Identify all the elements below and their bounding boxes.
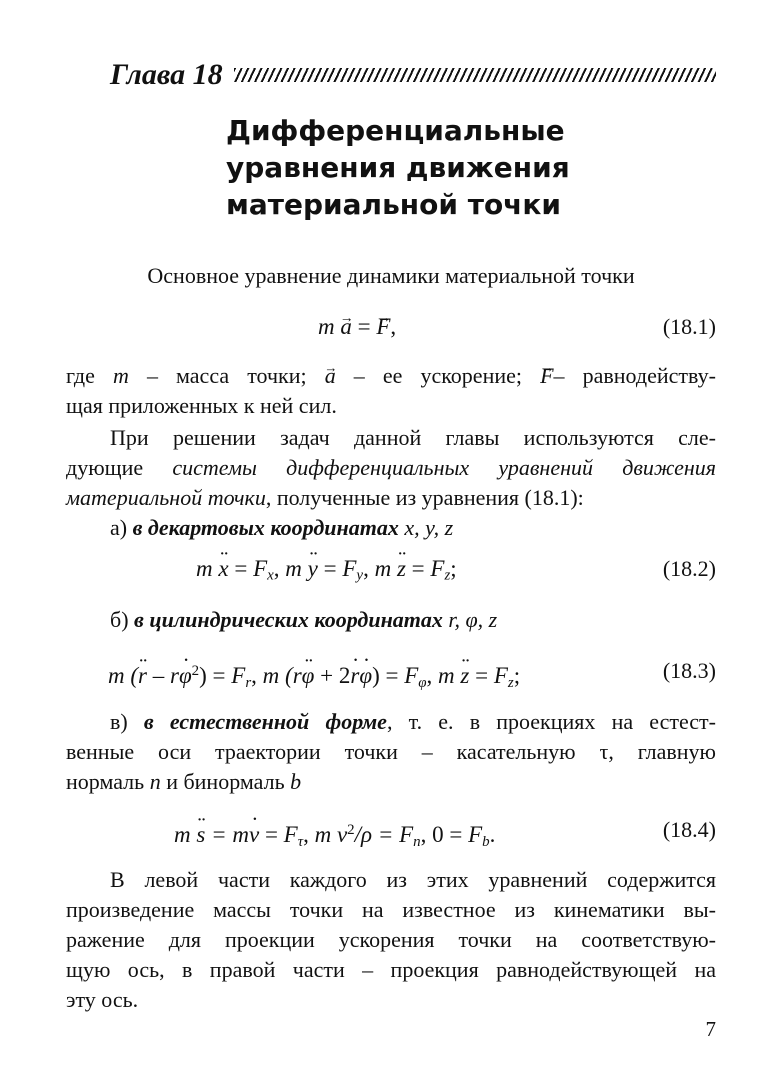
title-line: материальной точки [226, 188, 562, 221]
page-number: 7 [705, 1017, 716, 1041]
intro-text: Основное уравнение динамики материальной точки [147, 263, 635, 288]
where-line-2: щая приложенных к ней сил. [66, 393, 337, 418]
equation-18-1: m → a = → F, [318, 312, 396, 342]
equation-number: (18.3) [662, 658, 716, 683]
final-line: произведение массы точки на известное из кинематики вы- [66, 897, 716, 922]
para2-line-2: дующие системы дифференциальных уравнений движения [66, 455, 716, 480]
chapter-header [110, 58, 716, 92]
final-line: ражение для проекции ускорения точки на соответствую- [66, 927, 716, 952]
case-c-line-2: венные оси траектории точки – касательную τ, главную [66, 739, 716, 764]
case-c-line-1: в) в естественной форме, т. е. в проекциях на естест- [110, 709, 716, 734]
equation-number: (18.4) [662, 817, 716, 842]
equation-18-2: m ¨ $x = F_x$, m ¨ $y = F_y$, m ¨ $z = F_z$; [196, 554, 457, 591]
case-a-heading: а) в декартовых координатах x, y, z [110, 515, 454, 540]
case-b-heading: б) в цилиндрических координатах r, φ, z [110, 607, 498, 632]
chapter-hatched-rule [234, 68, 716, 82]
case-c-line-3: нормаль n и бинормаль b [66, 769, 302, 794]
acceleration-vector: → a [340, 312, 352, 342]
title-line: Дифференциальные [226, 114, 565, 147]
equation-18-4: m ¨ s = m˙ $v = F_\tau$, m $v^2/\rho = F_n$, $0 = F_b$. [174, 815, 495, 857]
final-line: эту ось. [66, 987, 139, 1012]
final-line: щую ось, в правой части – проекция равнодействующей на [66, 957, 716, 982]
equation-number: (18.2) [662, 556, 716, 581]
title-line: уравнения движения [226, 151, 570, 184]
final-line: В левой части каждого из этих уравнений содержится [110, 867, 716, 892]
para2-line-3: материальной точки, полученные из уравнения (18.1): [66, 485, 584, 510]
equation-number: (18.1) [662, 314, 716, 339]
para2-line-1: При решении задач данной главы используются сле- [110, 425, 716, 450]
equation-18-3: m (¨ r – r˙ $\varphi^2) = F_r$, m (r¨ φ + 2˙ r˙ $\varphi) = F_\varphi$, m ¨ $z = F_z$; [108, 656, 520, 698]
chapter-title [226, 112, 646, 223]
chapter-label: Глава 18 [110, 58, 223, 91]
force-vector: → F [376, 312, 390, 342]
where-line-1: где m – масса точки; → a – ее ускорение; → F– равнодейству- [66, 362, 716, 390]
